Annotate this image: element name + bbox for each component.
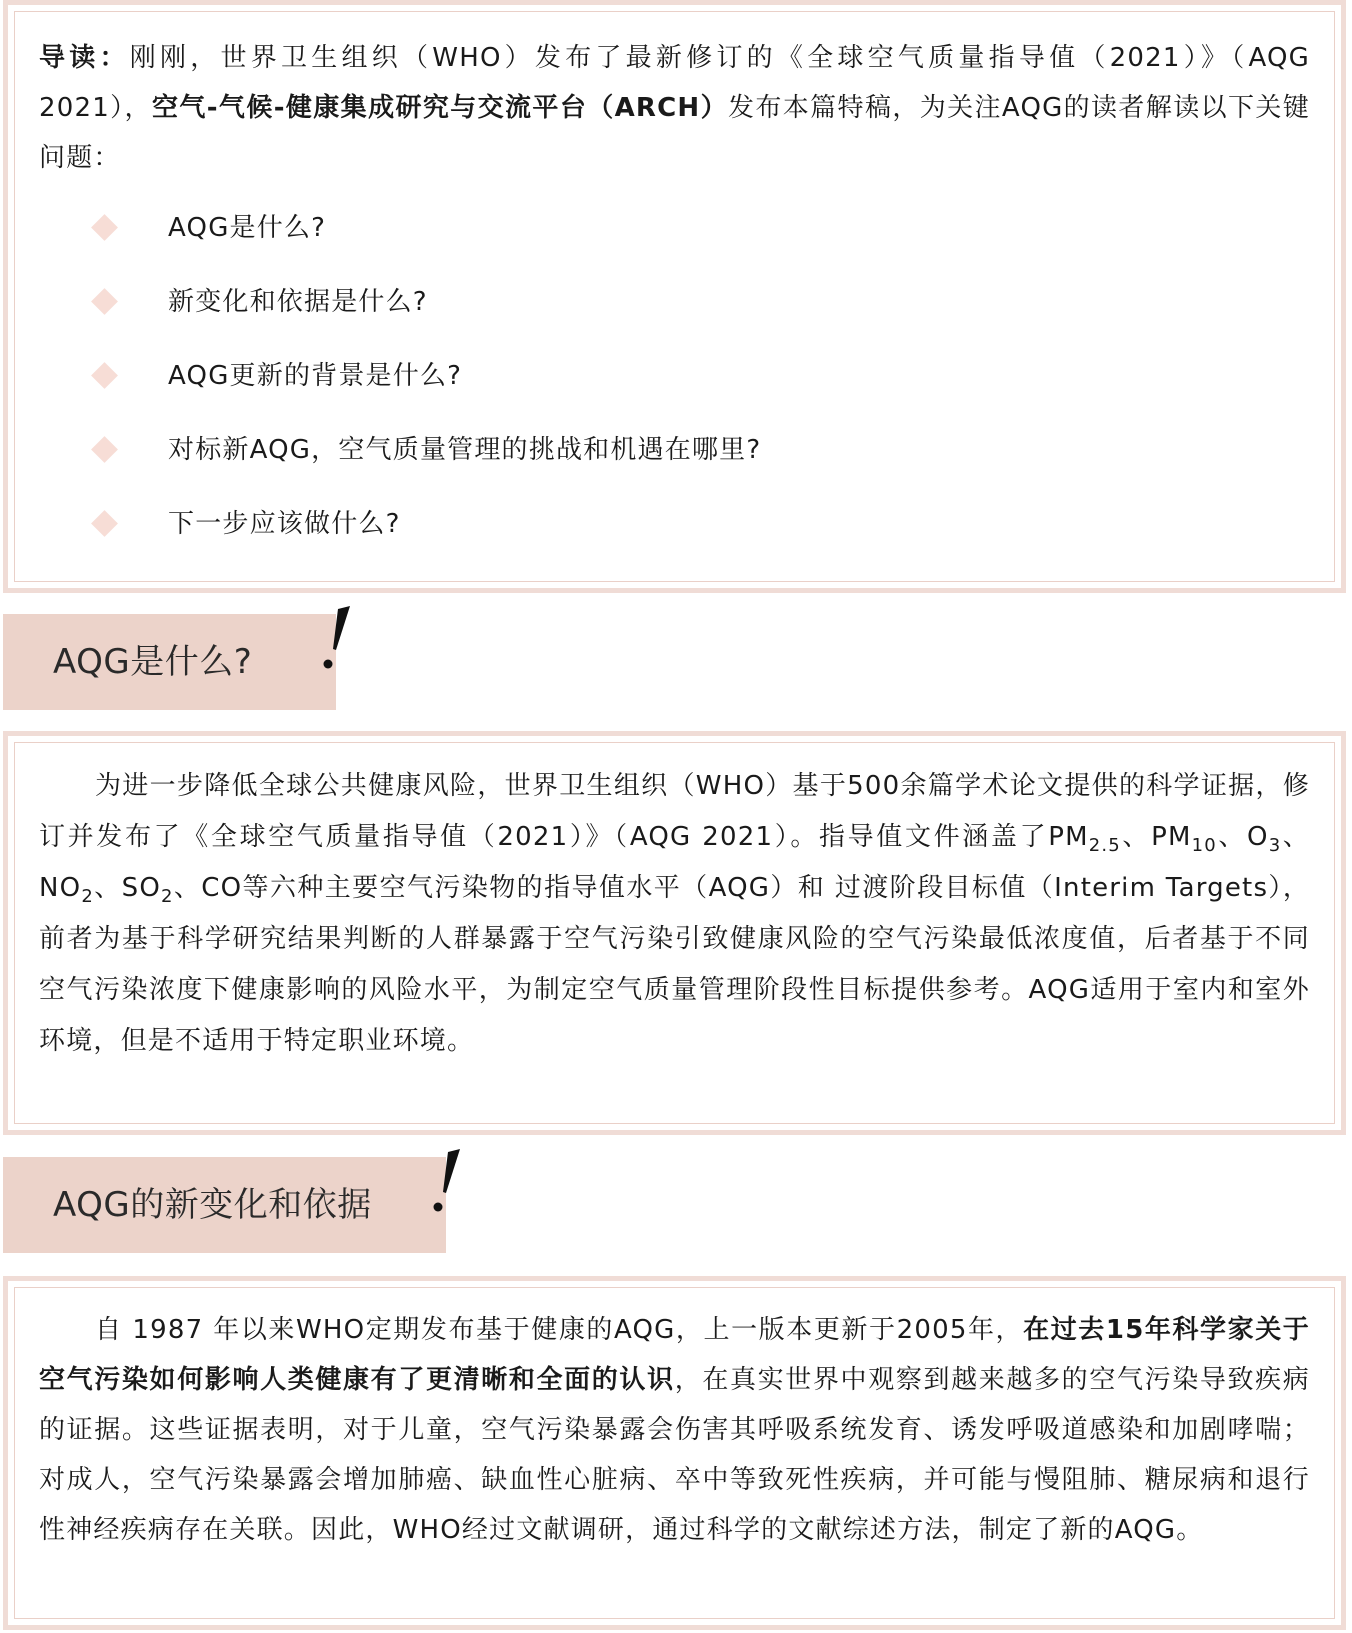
pollutant	[1247, 822, 1310, 856]
diamond-bullet-icon	[91, 510, 118, 537]
intro-text-1: 刚刚，世界卫生组织（WHO）发布了最新修订的《全球空气质量指导值（2021）》（AQG 2021），	[39, 43, 1310, 123]
question-item	[39, 191, 1310, 265]
question-item	[39, 487, 1310, 561]
section1-content	[39, 761, 1310, 1067]
section2-content	[39, 1305, 1310, 1555]
section1-box	[3, 731, 1346, 1135]
section2-bold-text: 在过去15年科学家关于空气污染如何影响人类健康有了更清晰和全面的认识	[39, 1315, 1310, 1395]
section2-text-1: 自 1987 年以来WHO定期发布基于健康的AQG，上一版本更新于2005年，	[95, 1315, 1024, 1345]
intro-box	[3, 0, 1346, 593]
intro-paragraph	[39, 33, 1310, 183]
question-text: AQG是什么?	[168, 213, 327, 243]
section2-box	[3, 1276, 1346, 1630]
question-text: 新变化和依据是什么?	[168, 287, 428, 317]
intro-text-2: 发布本篇特稿，为关注AQG的读者解读以下关键问题：	[39, 93, 1310, 173]
intro-org-name: 空气-气候-健康集成研究与交流平台（ARCH）	[151, 93, 728, 123]
diamond-bullet-icon	[91, 362, 118, 389]
diamond-bullet-icon	[91, 214, 118, 241]
separator: 、	[93, 873, 122, 903]
pollutant	[121, 873, 202, 907]
section1-text-1: 为进一步降低全球公共健康风险，世界卫生组织（WHO）基于500余篇学术论文提供的科学证据，修订并发布了《全球空气质量指导值（2021）》（AQG 2021）。指导值文件涵盖了	[39, 771, 1310, 852]
pollutant-name: NO	[39, 873, 82, 903]
section-header-what-is-aqg	[3, 614, 336, 710]
separator: 、	[1281, 822, 1310, 852]
pollutant-name: SO	[121, 873, 161, 903]
pollutant-subscript: 3	[1268, 835, 1282, 856]
question-item	[39, 413, 1310, 487]
diamond-bullet-icon	[91, 436, 118, 463]
question-text: 下一步应该做什么?	[168, 509, 401, 539]
pollutant-subscript: 2.5	[1088, 835, 1121, 856]
section2-text-2: ，在真实世界中观察到越来越多的空气污染导致疾病的证据。这些证据表明，对于儿童，空气污染暴露会伤害其呼吸系统发育、诱发呼吸道感染和加剧哮喘；对成人，空气污染暴露会增加肺癌、缺血性心脏病、卒中等致死性疾病，并可能与慢阻肺、糖尿病和退行性神经疾病存在关联。因此，WHO经过文献调研，通过科学的文献综述方法，制定了新的AQG。	[39, 1365, 1310, 1545]
question-text: AQG更新的背景是什么?	[168, 361, 463, 391]
pollutant	[1151, 822, 1248, 856]
question-item	[39, 339, 1310, 413]
intro-label: 导读：	[39, 43, 130, 73]
pollutant-name: PM	[1151, 822, 1192, 852]
section2-paragraph	[39, 1305, 1310, 1555]
pollutant-name: O	[1247, 822, 1269, 852]
section-header-new-changes	[3, 1157, 446, 1253]
pollutant	[1048, 822, 1152, 856]
section1-text-2: CO等六种主要空气污染物的指导值水平（AQG）和 过渡阶段目标值（Interim Targets），前者为基于科学研究结果判断的人群暴露于空气污染引致健康风险的空气污染最低浓度值，后者基于不同空气污染浓度下健康影响的风险水平，为制定空气质量管理阶段性目标提供参考。AQG适用于室内和室外环境，但是不适用于特定职业环境。	[39, 873, 1311, 1056]
pollutant-subscript: 10	[1191, 835, 1217, 856]
separator: 、	[1120, 822, 1152, 852]
question-item	[39, 265, 1310, 339]
exclamation-icon	[318, 606, 358, 676]
pollutant-name: PM	[1048, 822, 1089, 852]
pollutant-subscript: 2	[161, 886, 174, 907]
separator: 、	[173, 873, 202, 903]
question-text: 对标新AQG，空气质量管理的挑战和机遇在哪里?	[168, 435, 762, 465]
section-title: AQG的新变化和依据	[53, 1185, 372, 1225]
intro-content	[39, 33, 1310, 561]
separator: 、	[1216, 822, 1248, 852]
pollutant-subscript: 2	[81, 886, 94, 907]
diamond-bullet-icon	[91, 288, 118, 315]
question-list	[39, 191, 1310, 561]
exclamation-icon	[428, 1149, 468, 1219]
section-title: AQG是什么?	[53, 642, 253, 682]
section1-paragraph	[39, 761, 1310, 1067]
pollutant	[39, 873, 122, 907]
